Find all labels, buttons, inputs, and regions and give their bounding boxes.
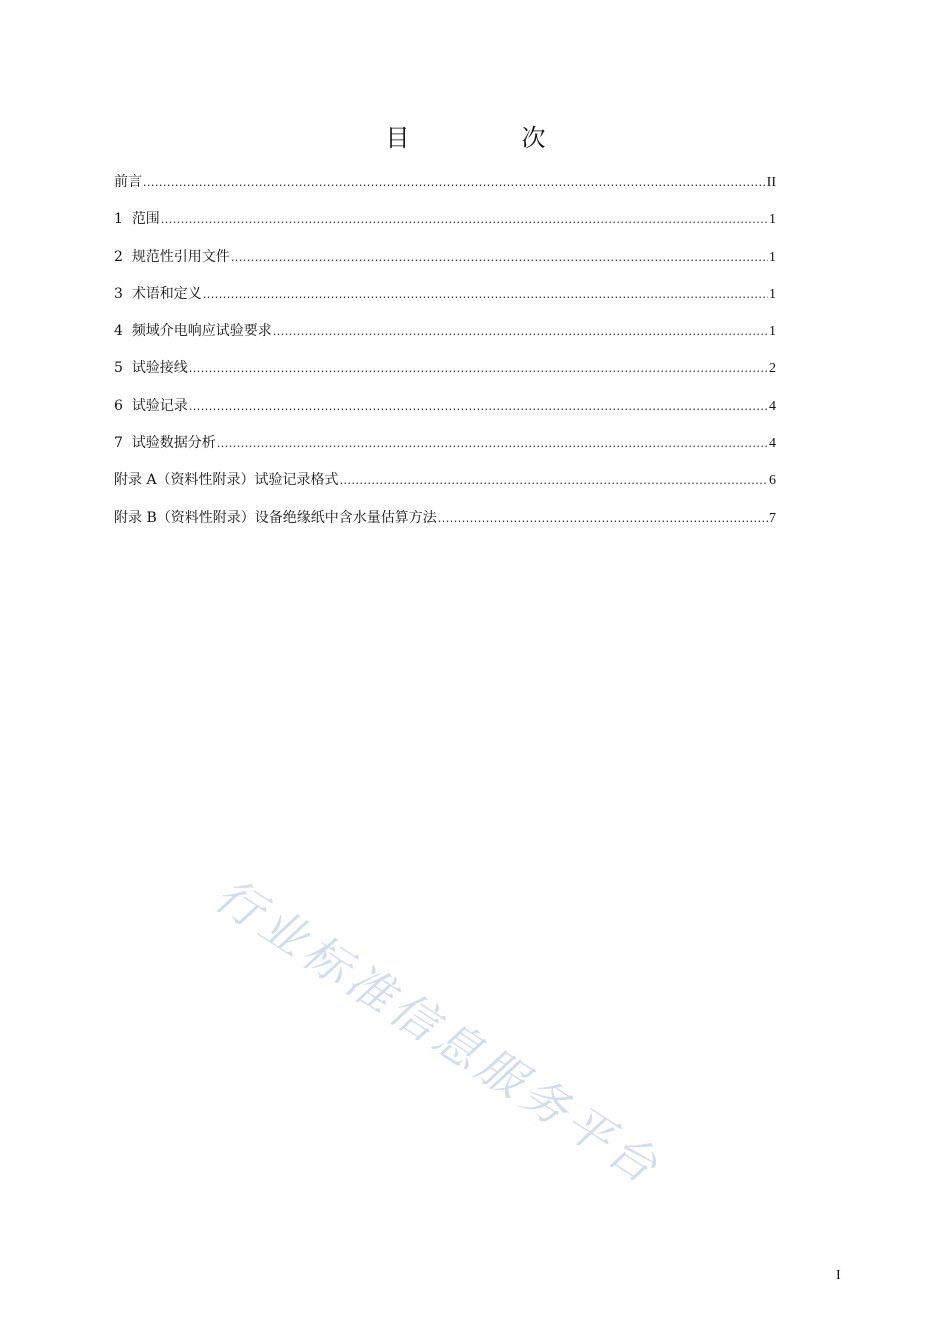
toc-entry-test-wiring[interactable] xyxy=(114,358,776,395)
toc-dot-leader xyxy=(189,359,768,379)
toc-entry-scope[interactable] xyxy=(114,209,776,246)
toc-entry-page: 6 xyxy=(769,473,776,489)
toc-entry-number: 5 xyxy=(114,360,132,377)
watermark: 行业标准信息服务平台 xyxy=(205,867,672,1197)
toc-dot-leader xyxy=(189,397,768,417)
toc-title: 目 次 xyxy=(385,124,590,152)
toc-entry-page: 7 xyxy=(769,510,776,526)
toc-entry-number: 6 xyxy=(114,397,132,414)
toc-entry-appendix-b[interactable] xyxy=(114,508,776,545)
toc-dot-leader xyxy=(273,322,768,342)
toc-entry-page: 1 xyxy=(769,286,776,302)
toc-entry-normative-references[interactable] xyxy=(114,247,776,284)
toc-entry-terms[interactable] xyxy=(114,284,776,321)
page-number: I xyxy=(836,1268,841,1283)
toc-entry-data-analysis[interactable] xyxy=(114,433,776,470)
toc-entry-label: 规范性引用文件 xyxy=(131,248,230,265)
toc-entry-page: II xyxy=(766,175,776,190)
toc-entry-label: 试验数据分析 xyxy=(131,435,216,452)
toc-dot-leader xyxy=(161,210,768,230)
toc-entry-label: 频域介电响应试验要求 xyxy=(131,323,272,340)
toc-entry-label: 附录 B（资料性附录）设备绝缘纸中含水量估算方法 xyxy=(114,509,437,526)
toc-entry-label: 范围 xyxy=(131,211,160,228)
toc-entry-page: 1 xyxy=(769,212,776,228)
toc-dot-leader xyxy=(217,434,768,454)
toc-entry-label: 前言 xyxy=(114,174,142,190)
toc-dot-leader xyxy=(340,471,768,491)
toc-entry-label: 试验接线 xyxy=(131,360,188,377)
toc-entry-number: 1 xyxy=(114,211,132,228)
toc-entry-number: 7 xyxy=(114,435,132,452)
toc-entry-page: 4 xyxy=(769,436,776,452)
toc-entry-label: 附录 A（资料性附录）试验记录格式 xyxy=(114,472,339,489)
toc-entry-foreword[interactable] xyxy=(114,172,776,209)
toc-entry-number: 3 xyxy=(114,285,132,302)
toc-entry-page: 1 xyxy=(769,249,776,265)
toc-entry-appendix-a[interactable] xyxy=(114,470,776,507)
toc-entry-number: 4 xyxy=(114,323,132,340)
toc-dot-leader xyxy=(231,248,768,268)
toc-entry-test-record[interactable] xyxy=(114,396,776,433)
toc-entry-page: 4 xyxy=(769,398,776,414)
toc-entry-label: 试验记录 xyxy=(131,397,188,414)
toc-entry-number: 2 xyxy=(114,248,132,265)
toc-entry-page: 2 xyxy=(769,361,776,377)
table-of-contents xyxy=(114,172,776,545)
toc-dot-leader xyxy=(143,173,766,193)
toc-entry-page: 1 xyxy=(769,324,776,340)
toc-entry-label: 术语和定义 xyxy=(131,285,202,302)
toc-dot-leader xyxy=(203,285,768,305)
toc-entry-test-requirements[interactable] xyxy=(114,321,776,358)
toc-dot-leader xyxy=(438,509,768,529)
